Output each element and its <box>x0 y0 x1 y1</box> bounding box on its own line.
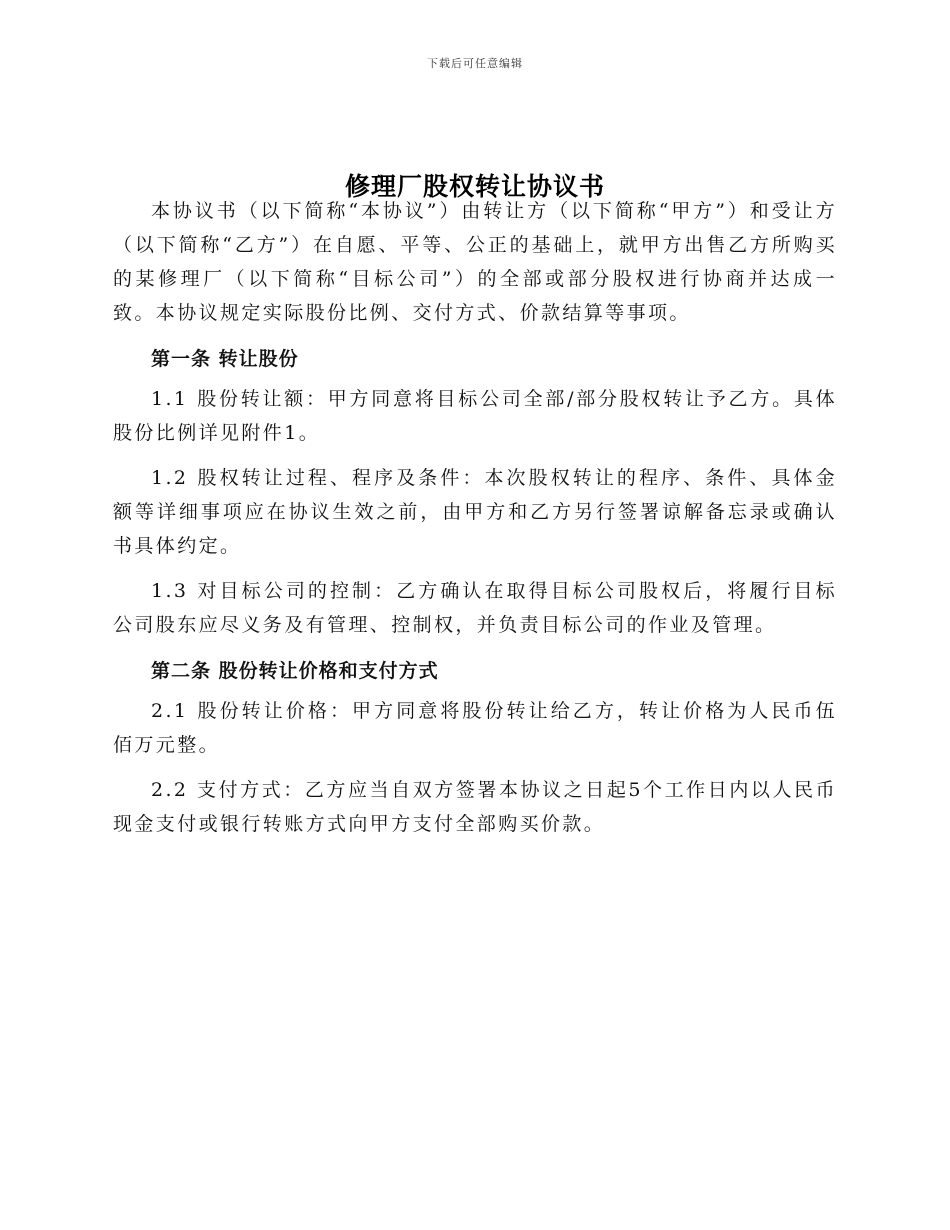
clause-1-3: 1.3 对目标公司的控制：乙方确认在取得目标公司股权后，将履行目标公司股东应尽义务及有管理、控制权，并负责目标公司的作业及管理。 <box>113 580 837 636</box>
clause-1-2: 1.2 股权转让过程、程序及条件：本次股权转让的程序、条件、具体金额等详细事项应在协议生效之前，由甲方和乙方另行签署谅解备忘录或确认书具体约定。 <box>113 467 837 557</box>
intro-paragraph: 本协议书（以下简称“本协议”）由转让方（以下简称“甲方”）和受让方（以下简称“乙方”）在自愿、平等、公正的基础上，就甲方出售乙方所购买的某修理厂（以下简称“目标公司”）的全部或部分股权进行协商并达成一致。本协议规定实际股份比例、交付方式、价款结算等事项。 <box>113 200 837 324</box>
clause-1-1: 1.1 股份转让额：甲方同意将目标公司全部/部分股权转让予乙方。具体股份比例详见附件1。 <box>113 388 837 444</box>
clause-2-2: 2.2 支付方式：乙方应当自双方签署本协议之日起5个工作日内以人民币现金支付或银行转账方式向甲方支付全部购买价款。 <box>113 779 837 835</box>
section-heading-2: 第二条 股份转让价格和支付方式 <box>151 660 439 682</box>
document-title: 修理厂股权转让协议书 <box>344 171 605 201</box>
document-body <box>113 194 837 841</box>
clause-2-1: 2.1 股份转让价格：甲方同意将股份转让给乙方，转让价格为人民币伍佰万元整。 <box>113 700 837 756</box>
section-heading-1: 第一条 转让股份 <box>151 348 299 370</box>
page-header: 下载后可任意编辑 <box>427 57 523 70</box>
